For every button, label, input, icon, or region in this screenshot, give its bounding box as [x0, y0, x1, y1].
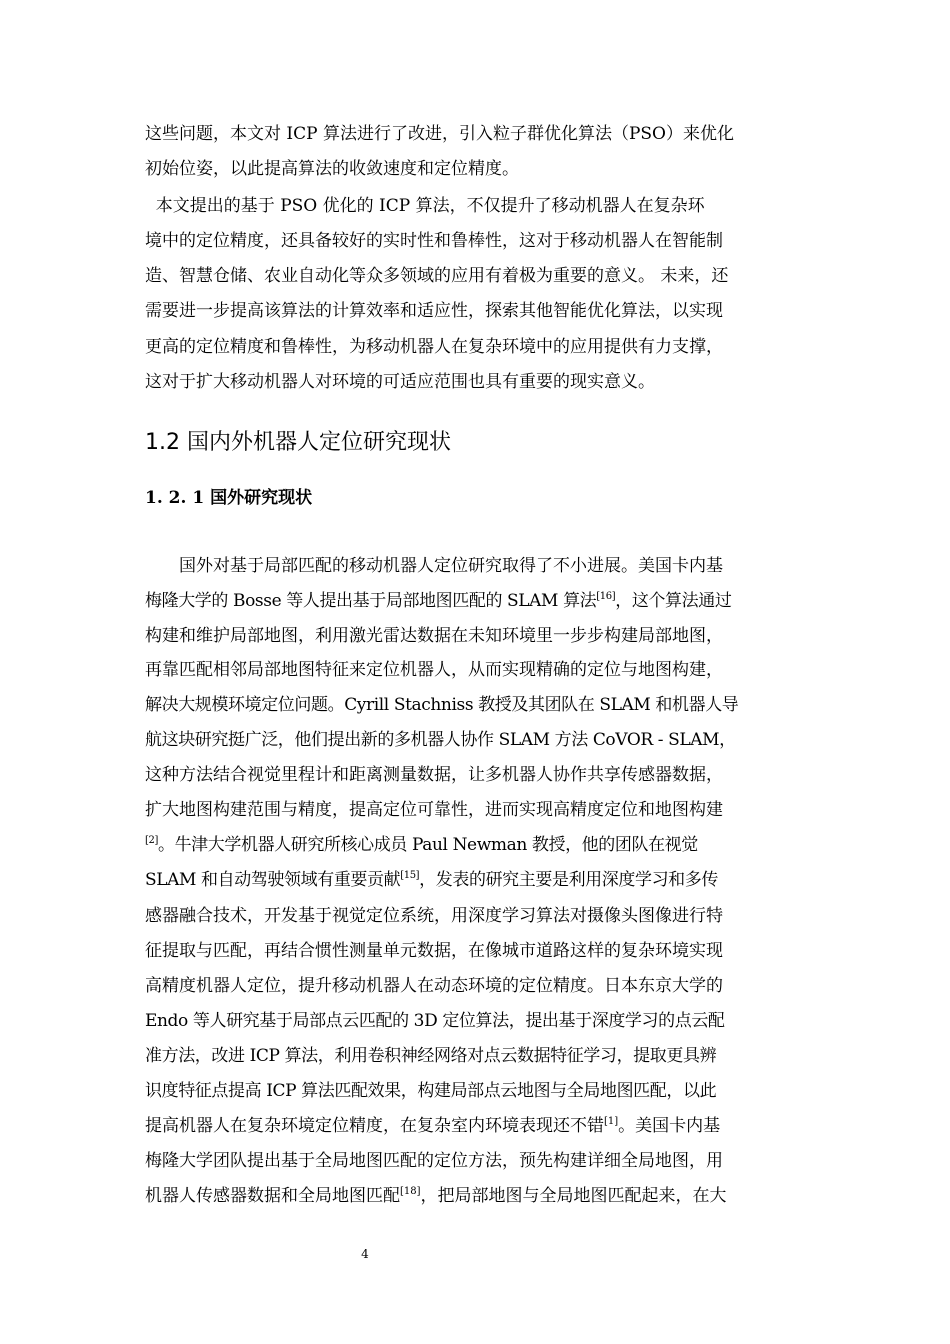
- text-line: 构建和维护局部地图，利用激光雷达数据在未知环境里一步步构建局部地图，: [145, 626, 723, 646]
- text-span: ，把局部地图与全局地图匹配起来，在大: [420, 1186, 727, 1206]
- citation-ref: [1]: [604, 1116, 619, 1127]
- text-line: 需要进一步提高该算法的计算效率和适应性，探索其他智能优化算法，以实现: [145, 301, 723, 321]
- page-number: 4: [361, 1247, 369, 1261]
- subsection-heading: 1. 2. 1 国外研究现状: [145, 488, 313, 508]
- text-line: [145, 833, 815, 857]
- citation-ref: [16]: [596, 591, 616, 602]
- text-span: SLAM 和自动驾驶领域有重要贡献: [145, 870, 401, 890]
- text-line: 境中的定位精度，还具备较好的实时性和鲁棒性，这对于移动机器人在智能制: [145, 231, 723, 251]
- text-line: 解决大规模环境定位问题。Cyrill Stachniss 教授及其团队在 SLAM 和机器人导: [145, 695, 739, 715]
- text-span: 。牛津大学机器人研究所核心成员 Paul Newman 教授，他的团队在视觉: [157, 835, 698, 855]
- text-line: 征提取与匹配，再结合惯性测量单元数据，在像城市道路这样的复杂环境实现: [145, 941, 723, 961]
- text-line: 这对于扩大移动机器人对环境的可适应范围也具有重要的现实意义。: [145, 372, 655, 392]
- text-line: 更高的定位精度和鲁棒性，为移动机器人在复杂环境中的应用提供有力支撑，: [145, 337, 723, 357]
- text-line: 再靠匹配相邻局部地图特征来定位机器人，从而实现精确的定位与地图构建，: [145, 660, 723, 680]
- citation-ref: [2]: [145, 835, 158, 846]
- text-line: 初始位姿，以此提高算法的收敛速度和定位精度。: [145, 159, 519, 179]
- text-line: [145, 1184, 815, 1208]
- text-line: 国外对基于局部匹配的移动机器人定位研究取得了不小进展。美国卡内基: [179, 556, 723, 576]
- text-line: 感器融合技术，开发基于视觉定位系统，用深度学习算法对摄像头图像进行特: [145, 906, 723, 926]
- text-span: 梅隆大学的 Bosse 等人提出基于局部地图匹配的 SLAM 算法: [145, 591, 597, 611]
- text-line: 这种方法结合视觉里程计和距离测量数据，让多机器人协作共享传感器数据，: [145, 765, 723, 785]
- text-line: 高精度机器人定位，提升移动机器人在动态环境的定位精度。日本东京大学的: [145, 976, 723, 996]
- text-span: ，发表的研究主要是利用深度学习和多传: [419, 870, 718, 890]
- text-line: 准方法，改进 ICP 算法，利用卷积神经网络对点云数据特征学习，提取更具辨: [145, 1046, 717, 1066]
- text-span: 机器人传感器数据和全局地图匹配: [145, 1186, 400, 1206]
- text-line: 本文提出的基于 PSO 优化的 ICP 算法，不仅提升了移动机器人在复杂环: [145, 196, 705, 216]
- citation-ref: [18]: [400, 1186, 421, 1197]
- text-line: 航这块研究挺广泛，他们提出新的多机器人协作 SLAM 方法 CoVOR - SLAM，: [145, 730, 736, 750]
- text-line: 扩大地图构建范围与精度，提高定位可靠性，进而实现高精度定位和地图构建: [145, 800, 723, 820]
- section-heading: 1.2 国内外机器人定位研究现状: [145, 430, 451, 455]
- citation-ref: [15]: [400, 870, 420, 881]
- text-span: ，这个算法通过: [615, 591, 732, 611]
- text-line: 造、智慧仓储、农业自动化等众多领域的应用有着极为重要的意义。 未来，还: [145, 266, 729, 286]
- text-line: Endo 等人研究基于局部点云匹配的 3D 定位算法，提出基于深度学习的点云配: [145, 1011, 725, 1031]
- text-line: [145, 589, 815, 613]
- text-line: 识度特征点提高 ICP 算法匹配效果，构建局部点云地图与全局地图匹配，以此: [145, 1081, 717, 1101]
- text-line: [145, 868, 815, 892]
- text-span: 提高机器人在复杂环境定位精度，在复杂室内环境表现还不错: [145, 1116, 604, 1136]
- text-line: 梅隆大学团队提出基于全局地图匹配的定位方法，预先构建详细全局地图，用: [145, 1151, 723, 1171]
- text-line: [145, 1114, 815, 1138]
- text-line: 这些问题，本文对 ICP 算法进行了改进，引入粒子群优化算法（PSO）来优化: [145, 124, 734, 144]
- text-span: 。美国卡内基: [618, 1116, 721, 1136]
